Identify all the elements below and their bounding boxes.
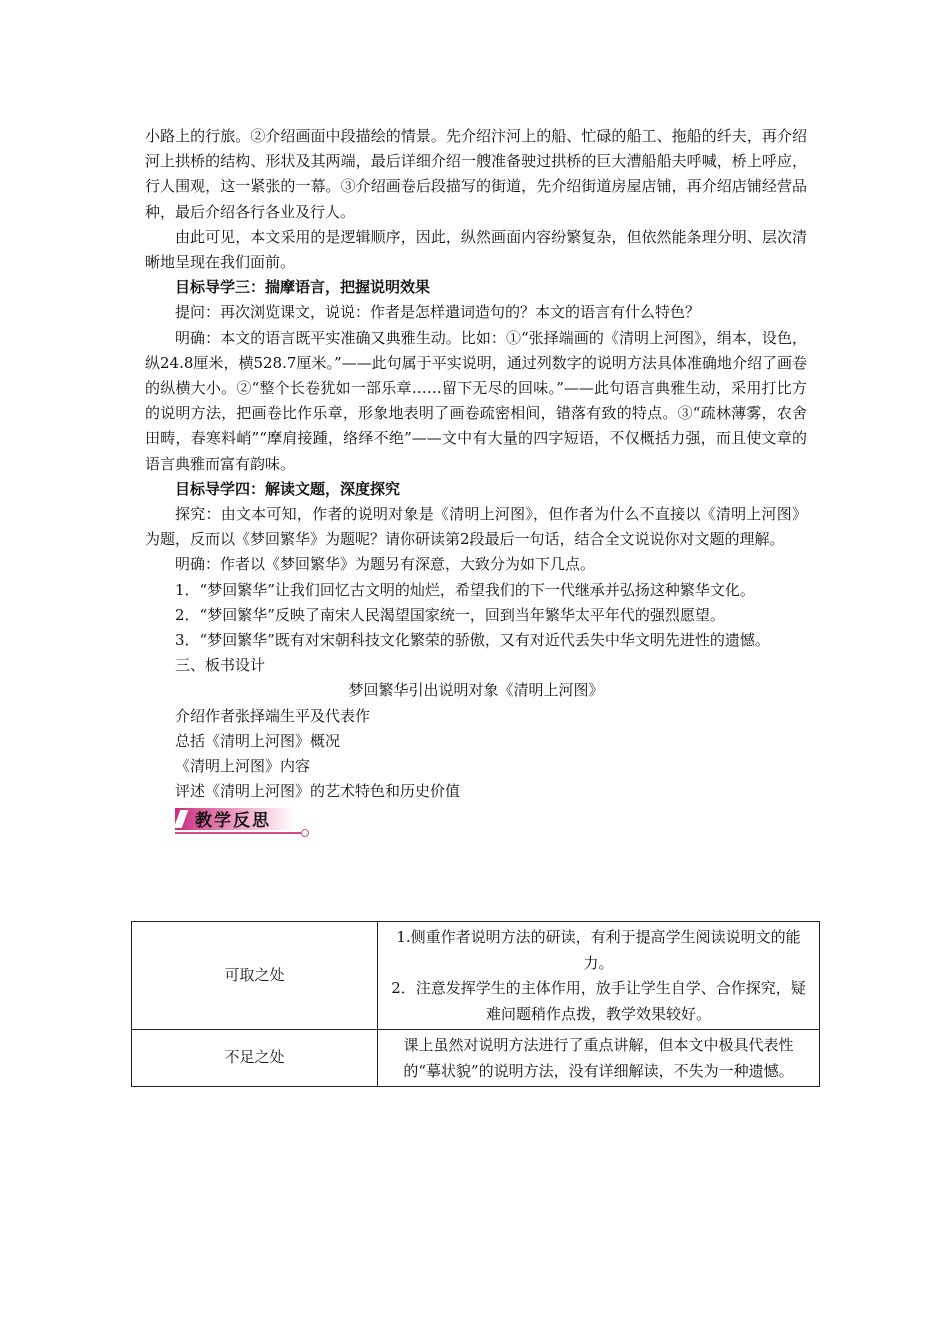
list-item: 3．“梦回繁华”既有对宋朝科技文化繁荣的骄傲，又有对近代丢失中华文明先进性的遗憾。: [175, 631, 770, 650]
paragraph-explore: 探究：由文本可知，作者的说明对象是《清明上河图》，但作者为什么不直接以《清明上河图》为题，反而以《梦回繁华》为题呢？请你研读第2段最后一句话，结合全文说说你对文题的理解。: [145, 505, 807, 549]
document-body: [145, 124, 807, 842]
row-text: 1.侧重作者说明方法的研读，有利于提高学生阅读说明文的能力。: [396, 928, 801, 972]
board-item: 评述《清明上河图》的艺术特色和历史价值: [175, 782, 461, 801]
section-heading-4: 目标导学四：解读文题，深度探究: [175, 479, 401, 498]
reflection-table: [131, 921, 820, 1087]
row-text: 2．注意发挥学生的主体作用，放手让学生自学、合作探究，疑难问题稍作点拨，教学效果较好。: [391, 979, 806, 1023]
paragraph-logical-order: 由此可见，本文采用的是逻辑顺序，因此，纵然画面内容纷繁复杂，但依然能条理分明、层次清晰地呈现在我们面前。: [145, 227, 807, 272]
paragraph-answer-title: 明确：作者以《梦回繁华》为题另有深意，大致分为如下几点。: [175, 555, 596, 574]
banner-underline: [175, 832, 301, 834]
banner-title: 教学反思: [195, 811, 271, 832]
paragraph-question: 提问：再次浏览课文，说说：作者是怎样遣词造句的？本文的语言有什么特色？: [175, 303, 701, 322]
table-row: [132, 922, 820, 1030]
row-text: 课上虽然对说明方法进行了重点讲解，但本文中极具代表性的“摹状貌”的说明方法，没有详细解读，不失为一种遗憾。: [403, 1036, 794, 1080]
list-item: 2．“梦回繁华”反映了南宋人民渴望国家统一，回到当年繁华太平年代的强烈愿望。: [175, 605, 725, 624]
board-item: 《清明上河图》内容: [175, 757, 311, 776]
list-item: 1．“梦回繁华”让我们回忆古文明的灿烂，希望我们的下一代继承并弘扬这种繁华文化。: [175, 580, 755, 599]
row-content: [378, 922, 820, 1030]
table-row: [132, 1030, 820, 1087]
paragraph-answer-language: 明确：本文的语言既平实准确又典雅生动。比如：①“张择端画的《清明上河图》，绢本，设色，纵24.8厘米，横528.7厘米。”——此句属于平实说明，通过列数字的说明方法具体准确地介绍了画卷的纵横大小。②“整个长卷犹如一部乐章……留下无尽的回味。”——此句语言典雅生动，采用打比方的说明方法，把画卷比作乐章，形象地表明了画卷疏密相间，错落有致的特点。③“疏林薄雾，农舍田畴，春寒料峭”“摩肩接踵，络绎不绝”——文中有大量的四字短语，不仅概括力强，而且使文章的语言典雅而富有韵味。: [145, 328, 807, 473]
board-title-line: 梦回繁华引出说明对象《清明上河图》: [348, 681, 604, 700]
board-design-heading: 三、板书设计: [175, 656, 266, 675]
paragraph-intro-continued: 小路上的行旅。②介绍画面中段描绘的情景。先介绍汴河上的船、忙碌的船工、拖船的纤夫，再介绍河上拱桥的结构、形状及其两端，最后详细介绍一艘准备驶过拱桥的巨大漕船船夫呼喊，桥上呼应，行人围观，这一紧张的一幕。③介绍画卷后段描写的街道，先介绍街道房屋店铺，再介绍店铺经营品种，最后介绍各行各业及行人。: [145, 127, 807, 221]
board-item: 总括《清明上河图》概况: [175, 731, 341, 750]
section-heading-3: 目标导学三：揣摩语言，把握说明效果: [175, 278, 431, 297]
reflection-banner: [145, 806, 807, 842]
row-label: 不足之处: [132, 1030, 378, 1087]
row-label: 可取之处: [132, 922, 378, 1030]
row-content: [378, 1030, 820, 1087]
banner-dot: [301, 829, 309, 837]
board-item: 介绍作者张择端生平及代表作: [175, 706, 371, 725]
